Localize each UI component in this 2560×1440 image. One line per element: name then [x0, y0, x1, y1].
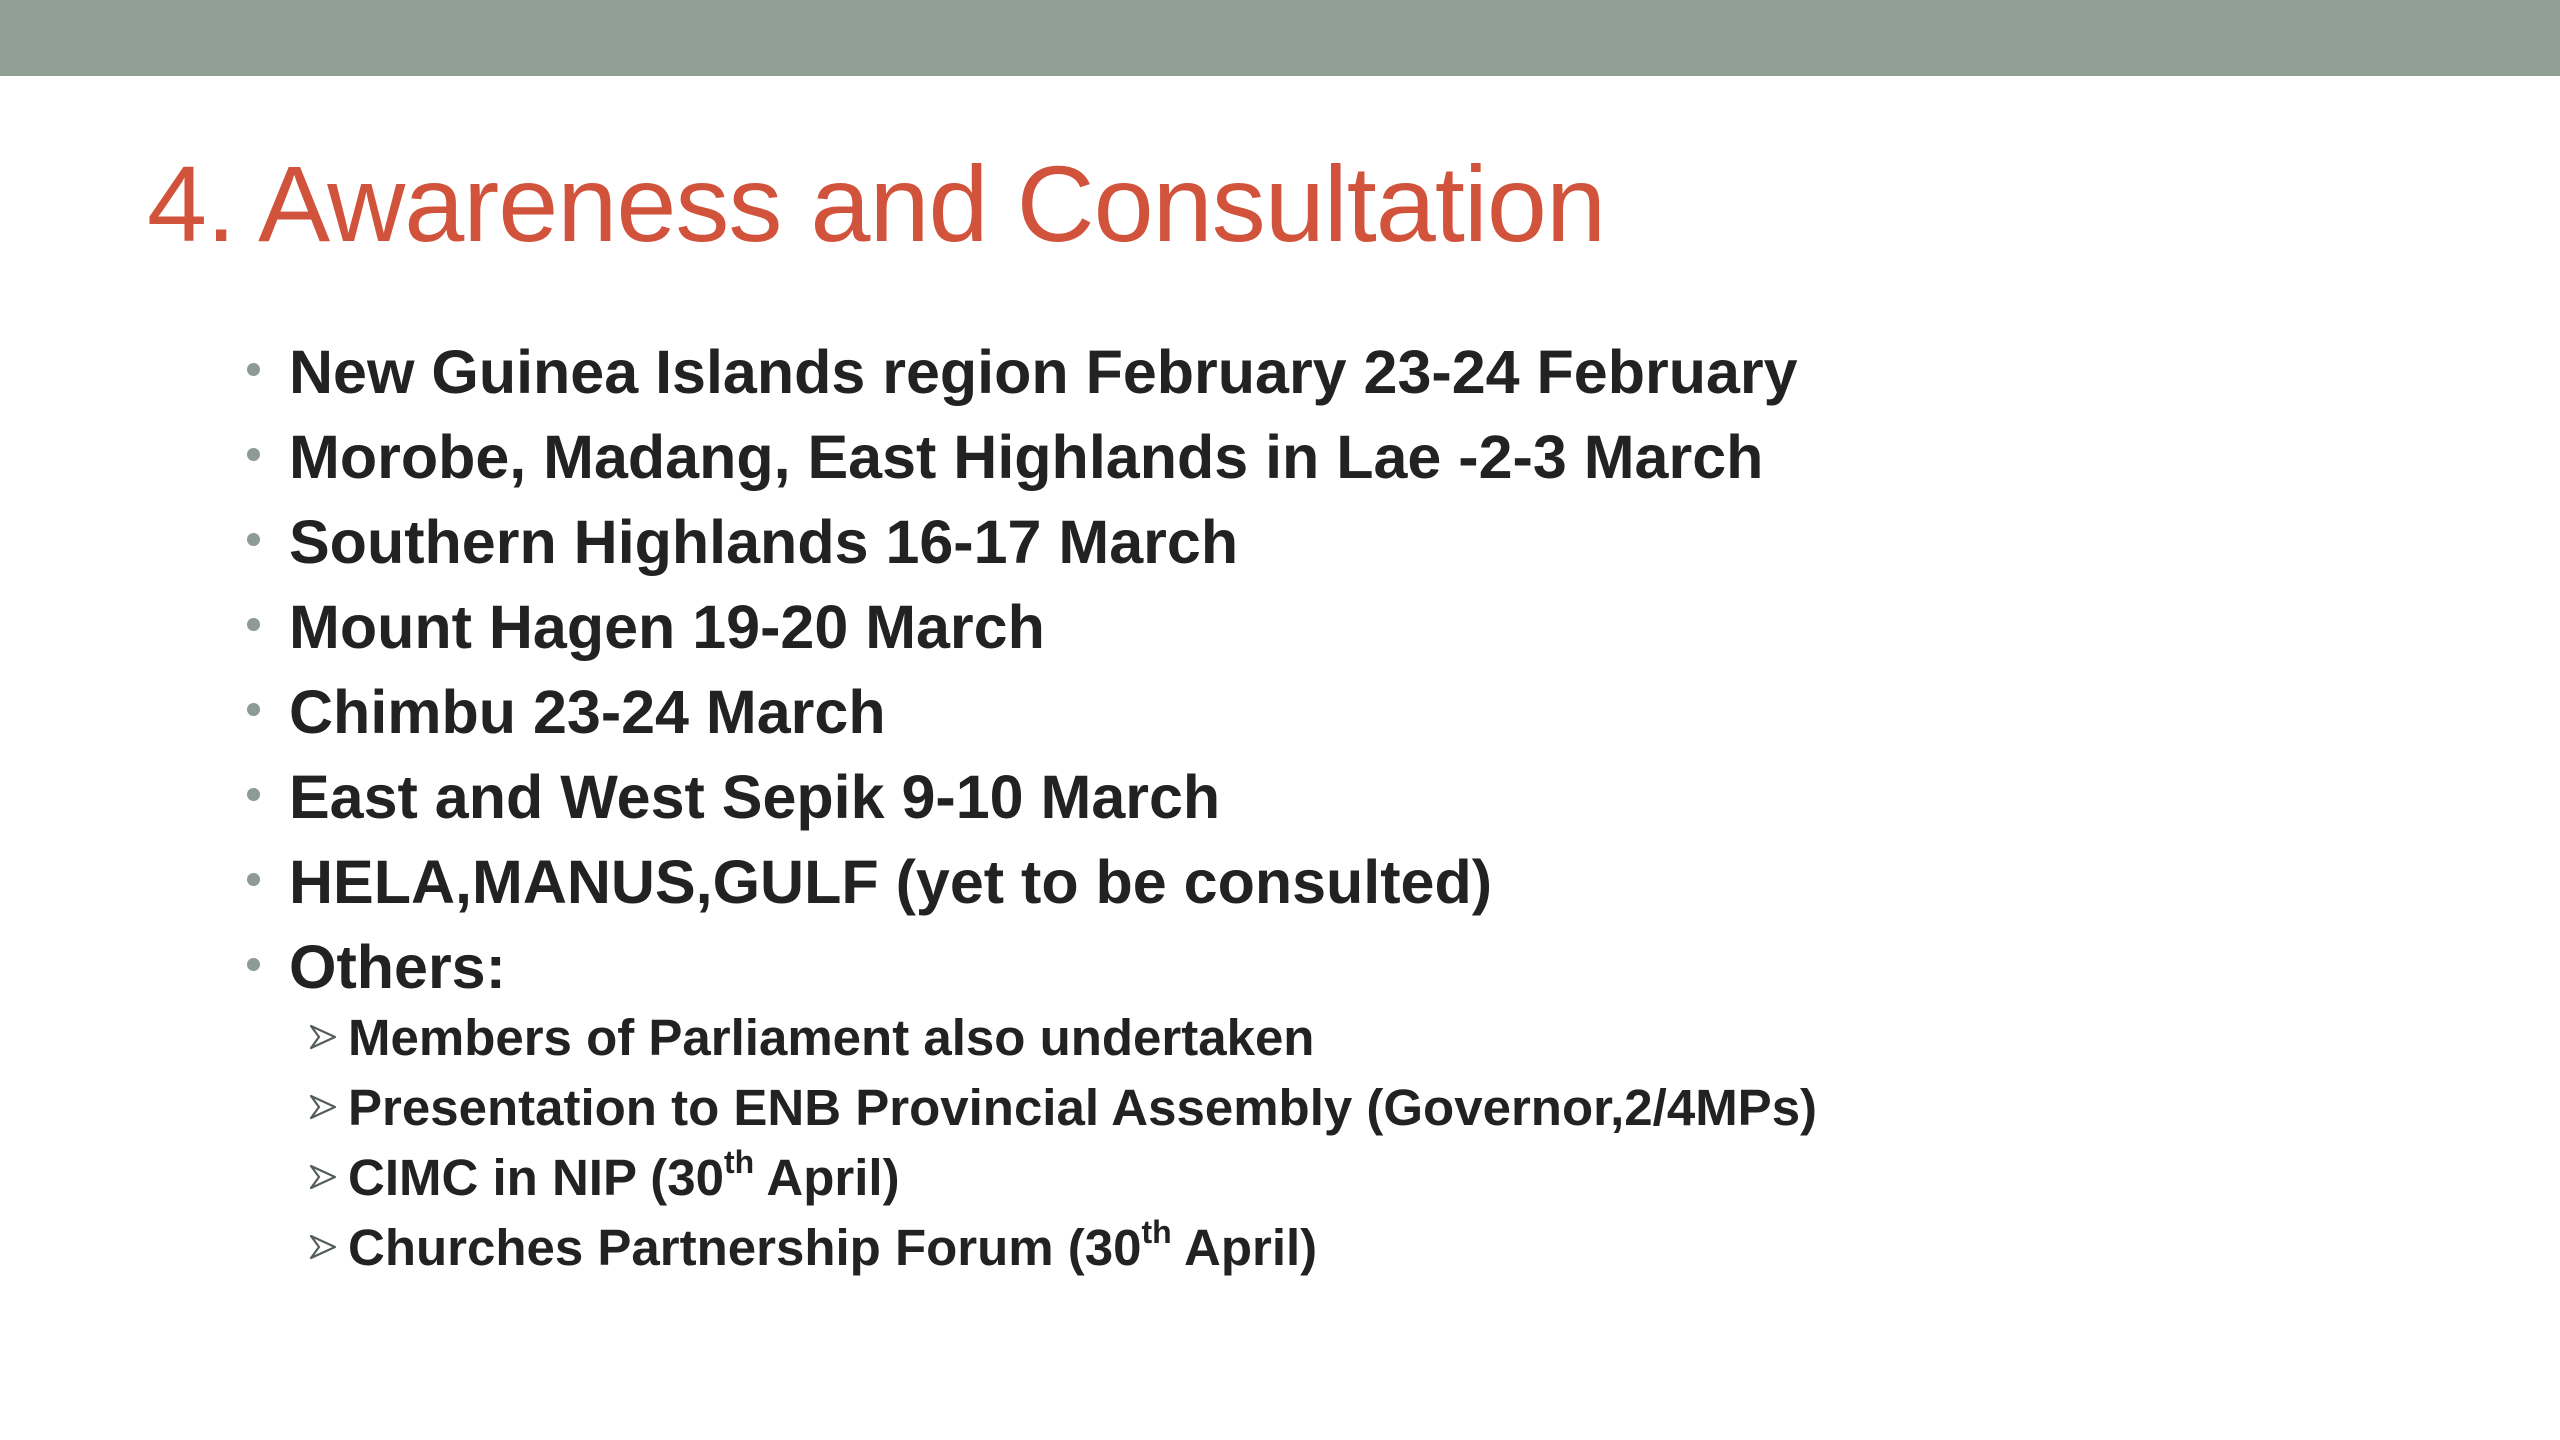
sub-bullet-item	[0, 1002, 2560, 1072]
bullet-item	[0, 584, 2560, 669]
round-bullet-icon	[247, 788, 260, 801]
bullet-item	[0, 924, 2560, 1009]
arrowhead-bullet-icon	[308, 1232, 338, 1262]
bullet-text: Southern Highlands 16-17 March	[289, 508, 1239, 576]
bullet-item	[0, 414, 2560, 499]
bullet-text: Others:	[289, 933, 506, 1001]
bullet-item	[0, 754, 2560, 839]
round-bullet-icon	[247, 533, 260, 546]
round-bullet-icon	[247, 873, 260, 886]
round-bullet-icon	[247, 703, 260, 716]
sub-bullet-text: Churches Partnership Forum (30th April)	[348, 1214, 1318, 1276]
arrowhead-bullet-icon	[308, 1022, 338, 1052]
slide-title: 4. Awareness and Consultation	[147, 143, 1606, 264]
sub-bullet-item	[0, 1072, 2560, 1142]
bullet-item	[0, 329, 2560, 414]
sub-bullet-text: Presentation to ENB Provincial Assembly (Governor,2/4MPs)	[348, 1079, 1818, 1136]
bullet-text: HELA,MANUS,GULF (yet to be consulted)	[289, 848, 1493, 916]
round-bullet-icon	[247, 958, 260, 971]
bullet-text: Morobe, Madang, East Highlands in Lae -2-3 March	[289, 423, 1764, 491]
arrowhead-bullet-icon	[308, 1162, 338, 1192]
sub-bullet-list	[0, 1002, 2560, 1282]
bullet-text: Mount Hagen 19-20 March	[289, 593, 1045, 661]
sub-bullet-item	[0, 1142, 2560, 1212]
round-bullet-icon	[247, 363, 260, 376]
bullet-text: Chimbu 23-24 March	[289, 678, 886, 746]
bullet-text: New Guinea Islands region February 23-24 February	[289, 338, 1798, 406]
bullet-list	[0, 329, 2560, 1009]
top-header-bar	[0, 0, 2560, 76]
ordinal-superscript: th	[723, 1144, 755, 1180]
sub-bullet-text: CIMC in NIP (30th April)	[348, 1144, 900, 1206]
sub-bullet-text: Members of Parliament also undertaken	[348, 1009, 1315, 1066]
sub-bullet-item	[0, 1212, 2560, 1282]
bullet-item	[0, 499, 2560, 584]
arrowhead-bullet-icon	[308, 1092, 338, 1122]
round-bullet-icon	[247, 448, 260, 461]
ordinal-superscript: th	[1141, 1214, 1172, 1250]
bullet-text: East and West Sepik 9-10 March	[289, 763, 1221, 831]
round-bullet-icon	[247, 618, 260, 631]
bullet-item	[0, 839, 2560, 924]
bullet-item	[0, 669, 2560, 754]
